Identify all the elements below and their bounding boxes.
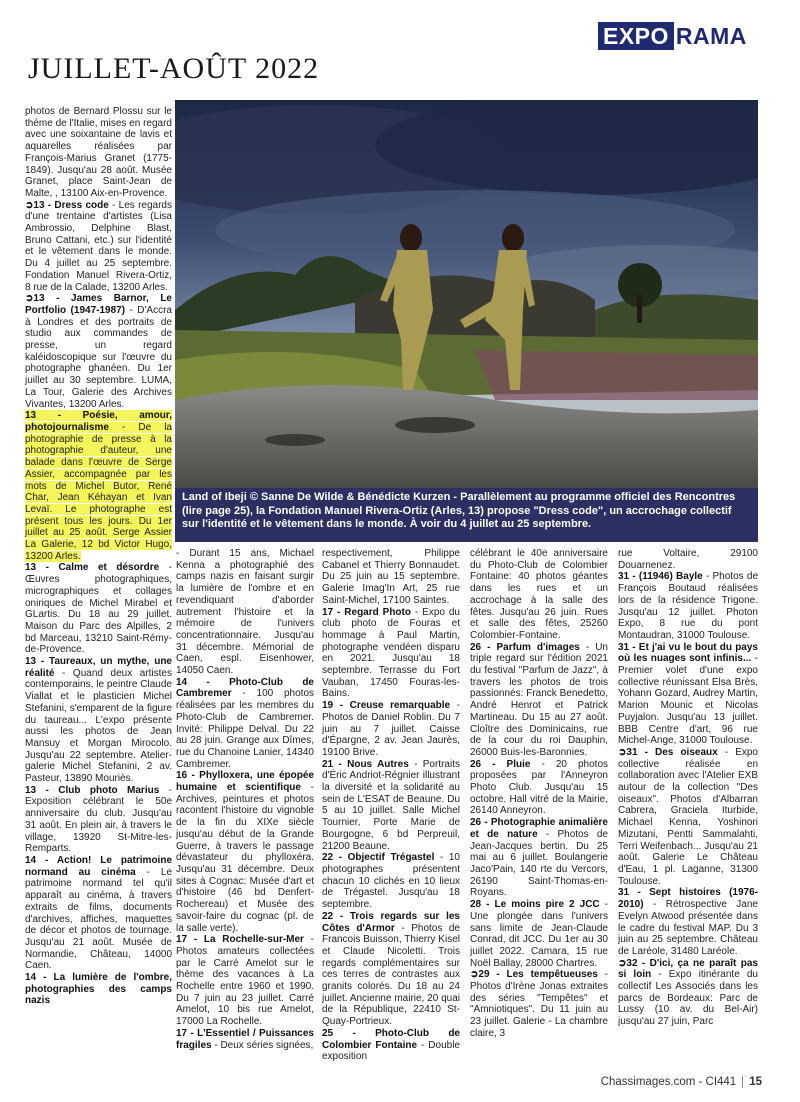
listing-heading: 31 - (11946) Bayle: [618, 571, 703, 583]
listing-entry: [176, 548, 314, 677]
listing-heading: 17 - L'Essentiel / Puissances fragiles: [176, 1027, 314, 1051]
listing-heading: 16 - Phylloxera, une épopée humaine et scientifique: [176, 770, 314, 794]
listing-text: respectivement, Philippe Cabanel et Thierry Bonnaudet. Du 25 juin au 15 septembre. Galerie Imag'In Art, 25 rue Saint-Michel, 17100 Saintes.: [322, 548, 460, 606]
listing-text: - Expo itinérante du collectif Les Associés dans les parcs de Bordeaux: Parc de Lussy (10 av. du Bel-Air) jusqu'au 27 juin, Parc: [618, 969, 758, 1028]
listing-entry: [470, 548, 608, 642]
listing-text: - Le patrimoine normand tel qu'il apparaît au cinéma, à travers extraits de films, documents d'archives, affiches, maquettes de décor et photos de tournage. Jusqu'au 21 août. Musée de Normandie, Château, 14000 Caen.: [25, 866, 172, 972]
listing-heading: 26 - Pluie: [470, 758, 531, 770]
listing-heading: ➲32 - D'ici, ça ne paraît pas si loin: [618, 957, 758, 981]
listing-entry: [176, 677, 314, 771]
listing-heading: 13 - Calme et désordre: [25, 562, 160, 574]
listing-text: - D'Accra à Londres et des portraits de studio aux commandes de presse, un regard kaléidoscopique sur l'œuvre du photographe ghanéen. Du 1er juillet au 30 septembre. LUMA, La Tour, Galerie des Archives Vivantes, 13200 Arles.: [25, 304, 172, 410]
listing-heading: ➲13 - Dress code: [25, 199, 109, 211]
listing-text: - Photos d'Irène Jonas extraites des séries "Tempêtes" et "Amniotiques". Du 11 juin au 23 juillet. Galerie - La chambre claire, 3: [470, 969, 608, 1039]
listing-heading: 22 - Trois regards sur les Côtes d'Armor: [322, 910, 460, 934]
listing-entry: [322, 548, 460, 607]
feature-photo: [175, 100, 758, 488]
listing-text: - Deux séries signées,: [211, 1039, 314, 1051]
listing-heading: 13 - Taureaux, un mythe, une réalité: [25, 656, 172, 679]
listing-text: - Photos amateurs collectées par le Carré Amelot sur le thème des vacances à La Rochelle entre 1960 et 1990. Du 7 juin au 23 juillet. Carré Amelot, 10 bis rue Amelot, 17000 La Rochelle.: [176, 934, 314, 1028]
listing-text: - Durant 15 ans, Michael Kenna a photographié des camps nazis en faisant surgir la lumière de l'ombre et en revendiquant d'aborder autrement l'histoire et la mémoire de l'univers concentrationnaire. Jusqu'au 31 décembre. Mémorial de Caen, espl. Eisenhower, 14050 Caen.: [176, 548, 314, 677]
listing-text: - 100 photos réalisées par les membres du Photo-Club de Cambremer. Invité: Philippe Delval. Du 22 au 28 juin. Grange aux Dîmes, rue du Chanoine Lanier, 14340 Cambremer.: [176, 688, 314, 770]
listing-text: - Un triple regard sur l'édition 2021 du festival "Parfum de Jazz", à travers les photos de trois passionnés: Franck Benedetto, André Henrot et Patrick Martineau. Du 15 au 27 août. Cloître des Dominicains, rue de la cour du roi Dauphin, 26000 Buis-les-Baronnies.: [470, 641, 608, 758]
listing-entry: [618, 642, 758, 747]
listing-heading: 26 - Parfum d'images: [470, 641, 580, 653]
listing-entry: [470, 969, 608, 1039]
listing-heading: 26 - Photographie animalière et de nature: [470, 817, 608, 840]
listing-entry: [618, 887, 758, 957]
listing-text: - Quand deux artistes contemporains, le peintre Claude Viallat et le plasticien Michel Stefanini, s'emparent de la figure du taureau... L'expo présente aussi les photos de Jean Mansuy et Morgan Mirocolo. Jusqu'au 22 septembre. Atelier-galerie Michel Stefanini, 2 av. Pasteur, 13890 Mouriès.: [25, 667, 172, 785]
listing-entry: [322, 852, 460, 911]
listing-text: - 10 photographes présentent chacun 10 clichés en 10 lieux de Trégastel. Jusqu'au 18 septembre.: [322, 852, 460, 911]
listing-heading: 19 - Creuse remarquable: [322, 700, 451, 712]
listing-entry: [322, 700, 460, 759]
listing-column: [25, 106, 172, 1066]
logo-part-rama: RAMA: [675, 23, 747, 49]
listing-entry: [25, 785, 172, 855]
listing-heading: 31 - Et j'ai vu le bout du pays où les nuages sont infinis...: [618, 641, 758, 665]
listing-entry: [322, 607, 460, 701]
listing-entry: [618, 958, 758, 1028]
listing-column: [470, 548, 608, 1068]
listing-entry: [322, 1028, 460, 1063]
listing-entry: [25, 200, 172, 294]
listing-text: - Photos de Daniel Roblin. Du 7 juin au 7 juillet. Caisse d'Épargne, 2 av. Jean Jaurès, 19100 Brive.: [322, 700, 460, 758]
listing-text: - Une plongée dans l'univers sans limite de Jean-Claude Conrad, dit JCC. Du 1er au 30 juillet 2022. Camara, 15 rue Noël Ballay, 28000 Chartres.: [470, 899, 608, 969]
listing-text: - Photos de Francois Buisson, Thierry Kisel et Claude Nicoletti. Trois regards complémentaires sur ces terres de contrastes aux granits colorés. Du 18 au 24 juillet. Ancienne mairie, 20 quai de la République, 22410 St-Quay-Portrieux.: [322, 922, 460, 1028]
section-logo: [598, 22, 747, 48]
photo-caption: Land of Ibeji © Sanne De Wilde & Bénédicte Kurzen - Parallèlement au programme officiel des Rencontres (lire page 25), la Fondation Manuel Rivera-Ortiz (Arles, 13) propose "Dress code", un accrochage collectif sur l'identité et le vêtement dans le monde. À voir du 4 juillet au 25 septembre.: [175, 488, 758, 542]
listing-heading: ➲31 - Des oiseaux: [618, 746, 718, 758]
listing-entry: [25, 410, 172, 562]
listing-entry: [322, 759, 460, 853]
listing-entry: [322, 911, 460, 1028]
listing-heading: 25 - Photo-Club de Colombier Fontaine: [322, 1027, 460, 1051]
listing-entry: [470, 759, 608, 818]
listing-heading: 13 - Poésie, amour, photojournalisme: [25, 410, 172, 433]
listing-entry: [176, 770, 314, 934]
logo-part-expo: EXPO: [598, 22, 674, 50]
listing-entry: [25, 562, 172, 656]
listing-entry: [25, 106, 172, 200]
listing-heading: ➲29 - Les tempêtueuses: [470, 969, 598, 981]
listing-text: rue Voltaire, 29100 Douarnenez.: [618, 548, 758, 571]
listing-text: - Œuvres photographiques, micrographiques et collages oniriques de Michel Mirabel et GLartis. Du 18 au 29 juillet. Maison du Parc des Alpilles, 2 bd Marceau, 13210 Saint-Rémy-de-Provence.: [25, 562, 172, 656]
listing-heading: 17 - Regard Photo: [322, 606, 411, 618]
listing-column: [322, 548, 460, 1068]
listing-entry: [25, 855, 172, 972]
listing-heading: 28 - Le moins pire 2 JCC: [470, 899, 600, 911]
listing-text: - Exposition célébrant le 50e anniversaire du club. Jusqu'au 31 août. En plein air, à travers le village, 13920 St-Mitre-les-Remparts.: [25, 784, 172, 855]
listing-text: - Double exposition: [322, 1039, 460, 1063]
listing-text: célébrant le 40e anniversaire du Photo-Club de Colombier Fontaine: 40 photos géantes dans les rues et un accrochage à la salle des fêtes. Jusqu'au 26 juin. Rues et salle des fêtes, 25260 Colombier-Fontaine.: [470, 548, 608, 641]
listing-text: photos de Bernard Plossu sur le thème de l'Italie, mises en regard avec une soixantaine de lavis et aquarelles réalisées par François-Marius Granet (1775-1849). Jusqu'au 28 août. Musée Granet, place Saint-Jean de Malte, , 13100 Aix-en-Provence.: [25, 106, 172, 199]
listing-text: - Photos de Jean-Jacques bertin. Du 25 mai au 6 juillet. Boulangerie Jaco'Pain, 140 rte du Vercors, 26190 Saint-Thomas-en-Royans.: [470, 828, 608, 899]
listing-entry: [25, 656, 172, 785]
listing-text: - Premier volet d'une expo collective réunissant Elsa Brès, Yohann Gozard, Audrey Martin, Marion Mounic et Nicolas Puyjalon. Jusqu'au 13 juillet. BBB Centre d'art, 96 rue Michel-Ange, 31000 Toulouse.: [618, 653, 758, 747]
listing-text: - De la photographie de presse à la photographie d'auteur, une balade dans l'œuvre de Serge Assier, accompagnée par les mots de Michel Butor, René Char, Jean Kéhayan et Ivan Levaï. Le photographe est présent tous les jours. Du 1er juillet au 25 août. Serge Assier La Galerie, 12 bd Victor Hugo, 13200 Arles.: [25, 421, 172, 562]
listing-entry: [25, 972, 172, 1007]
listing-text: - Archives, peintures et photos racontent l'histoire du vignoble de la fin du XIXe siècle jusqu'au début de la Grande Guerre, à travers le passage dévastateur du phylloxéra. Jusqu'au 31 décembre. Deux sites à Cognac: Musée d'art et d'histoire (46 bd Denfert-Rochereau) et Musée des savoir-faire du cognac (pl. de la salle verte).: [176, 782, 314, 934]
listing-entry: [470, 642, 608, 759]
listing-column: [618, 548, 758, 1068]
listing-text: - Les regards d'une trentaine d'artistes (Lisa Ambrossio, Delphine Blast, Bruno Cattani, etc.) sur l'identité et le vêtement dans le monde. Du 4 juillet au 25 septembre. Fondation Manuel Rivera-Ortiz, 8 rue de la Calade, 13200 Arles.: [25, 199, 172, 293]
listing-heading: 14 - Action! Le patrimoine normand au cinéma: [25, 855, 172, 878]
listing-heading: 31 - Sept histoires (1976-2010): [618, 887, 758, 911]
listing-entry: [176, 1028, 314, 1051]
listing-heading: 14 - La lumière de l'ombre, photographies des camps nazis: [25, 972, 172, 1007]
listing-entry: [470, 899, 608, 969]
listing-text: - Expo du club photo de Fouras et hommage à Paul Martin, photographe vendéen disparu en 2021. Jusqu'au 18 septembre. Terrasse du Fort Vauban, 17450 Fouras-les-Bains.: [322, 606, 460, 700]
listing-text: - Expo collective réalisée en collaboration avec l'Atelier EXB autour de la collection "Des oiseaux". Photos d'Albarran Cabrera, Graciela Iturbide, Michael Kenna, Yoshinori Mizutani, Pentti Sammalahti, Terri Weifenbach... Jusqu'au 21 août. Galerie Le Château d'Eau, 1 pl. Laganne, 31300 Toulouse.: [618, 746, 758, 887]
listing-text: - Portraits d'Éric Andriot-Régnier illustrant la diversité et la solidarité au sein de L'ESAT de Beaune. Du 5 au 10 juillet. Salle Michel Tournier, Porte Marie de Bourgogne, 6 bd Perpreuil, 21200 Beaune.: [322, 758, 460, 852]
footer-site: Chassimages.com - CI441: [600, 1076, 737, 1088]
listing-entry: [618, 571, 758, 641]
listing-heading: 14 - Photo-Club de Cambremer: [176, 676, 314, 700]
listing-heading: 21 - Nous Autres: [322, 758, 409, 770]
listing-text: - 20 photos proposées par l'Anneyron Photo Club. Jusqu'au 15 octobre. Hall vitré de la Mairie, 26140 Anneyron.: [470, 758, 608, 817]
listing-text: - Photos de François Boutaud réalisées lors de la résidence Trigone. Jusqu'au 12 juillet. Photon Expo, 8 rue du pont Montaudran, 31000 Toulouse.: [618, 571, 758, 641]
page-title: JUILLET-AOÛT 2022: [28, 52, 320, 85]
page-footer: [601, 1076, 762, 1088]
listing-column: [176, 548, 314, 1068]
listing-entry: [470, 817, 608, 899]
listing-entry: [618, 747, 758, 887]
listing-entry: [618, 548, 758, 571]
page-number: 15: [742, 1076, 762, 1088]
listing-heading: 13 - Club photo Marius: [25, 784, 160, 796]
listing-heading: 17 - La Rochelle-sur-Mer: [176, 934, 304, 946]
listing-heading: 22 - Objectif Trégastel: [322, 852, 435, 864]
listing-text: - Rétrospective Jane Evelyn Atwood présentée dans le cadre du festival MAP. Du 3 juin au 25 septembre. Château de Laréole, 31480 Laréole.: [618, 899, 758, 957]
photo-illustration: [175, 100, 758, 488]
listing-entry: [25, 293, 172, 410]
listing-heading: ➲13 - James Barnor, Le Portfolio (1947-1987): [25, 293, 172, 316]
listing-entry: [176, 934, 314, 1028]
